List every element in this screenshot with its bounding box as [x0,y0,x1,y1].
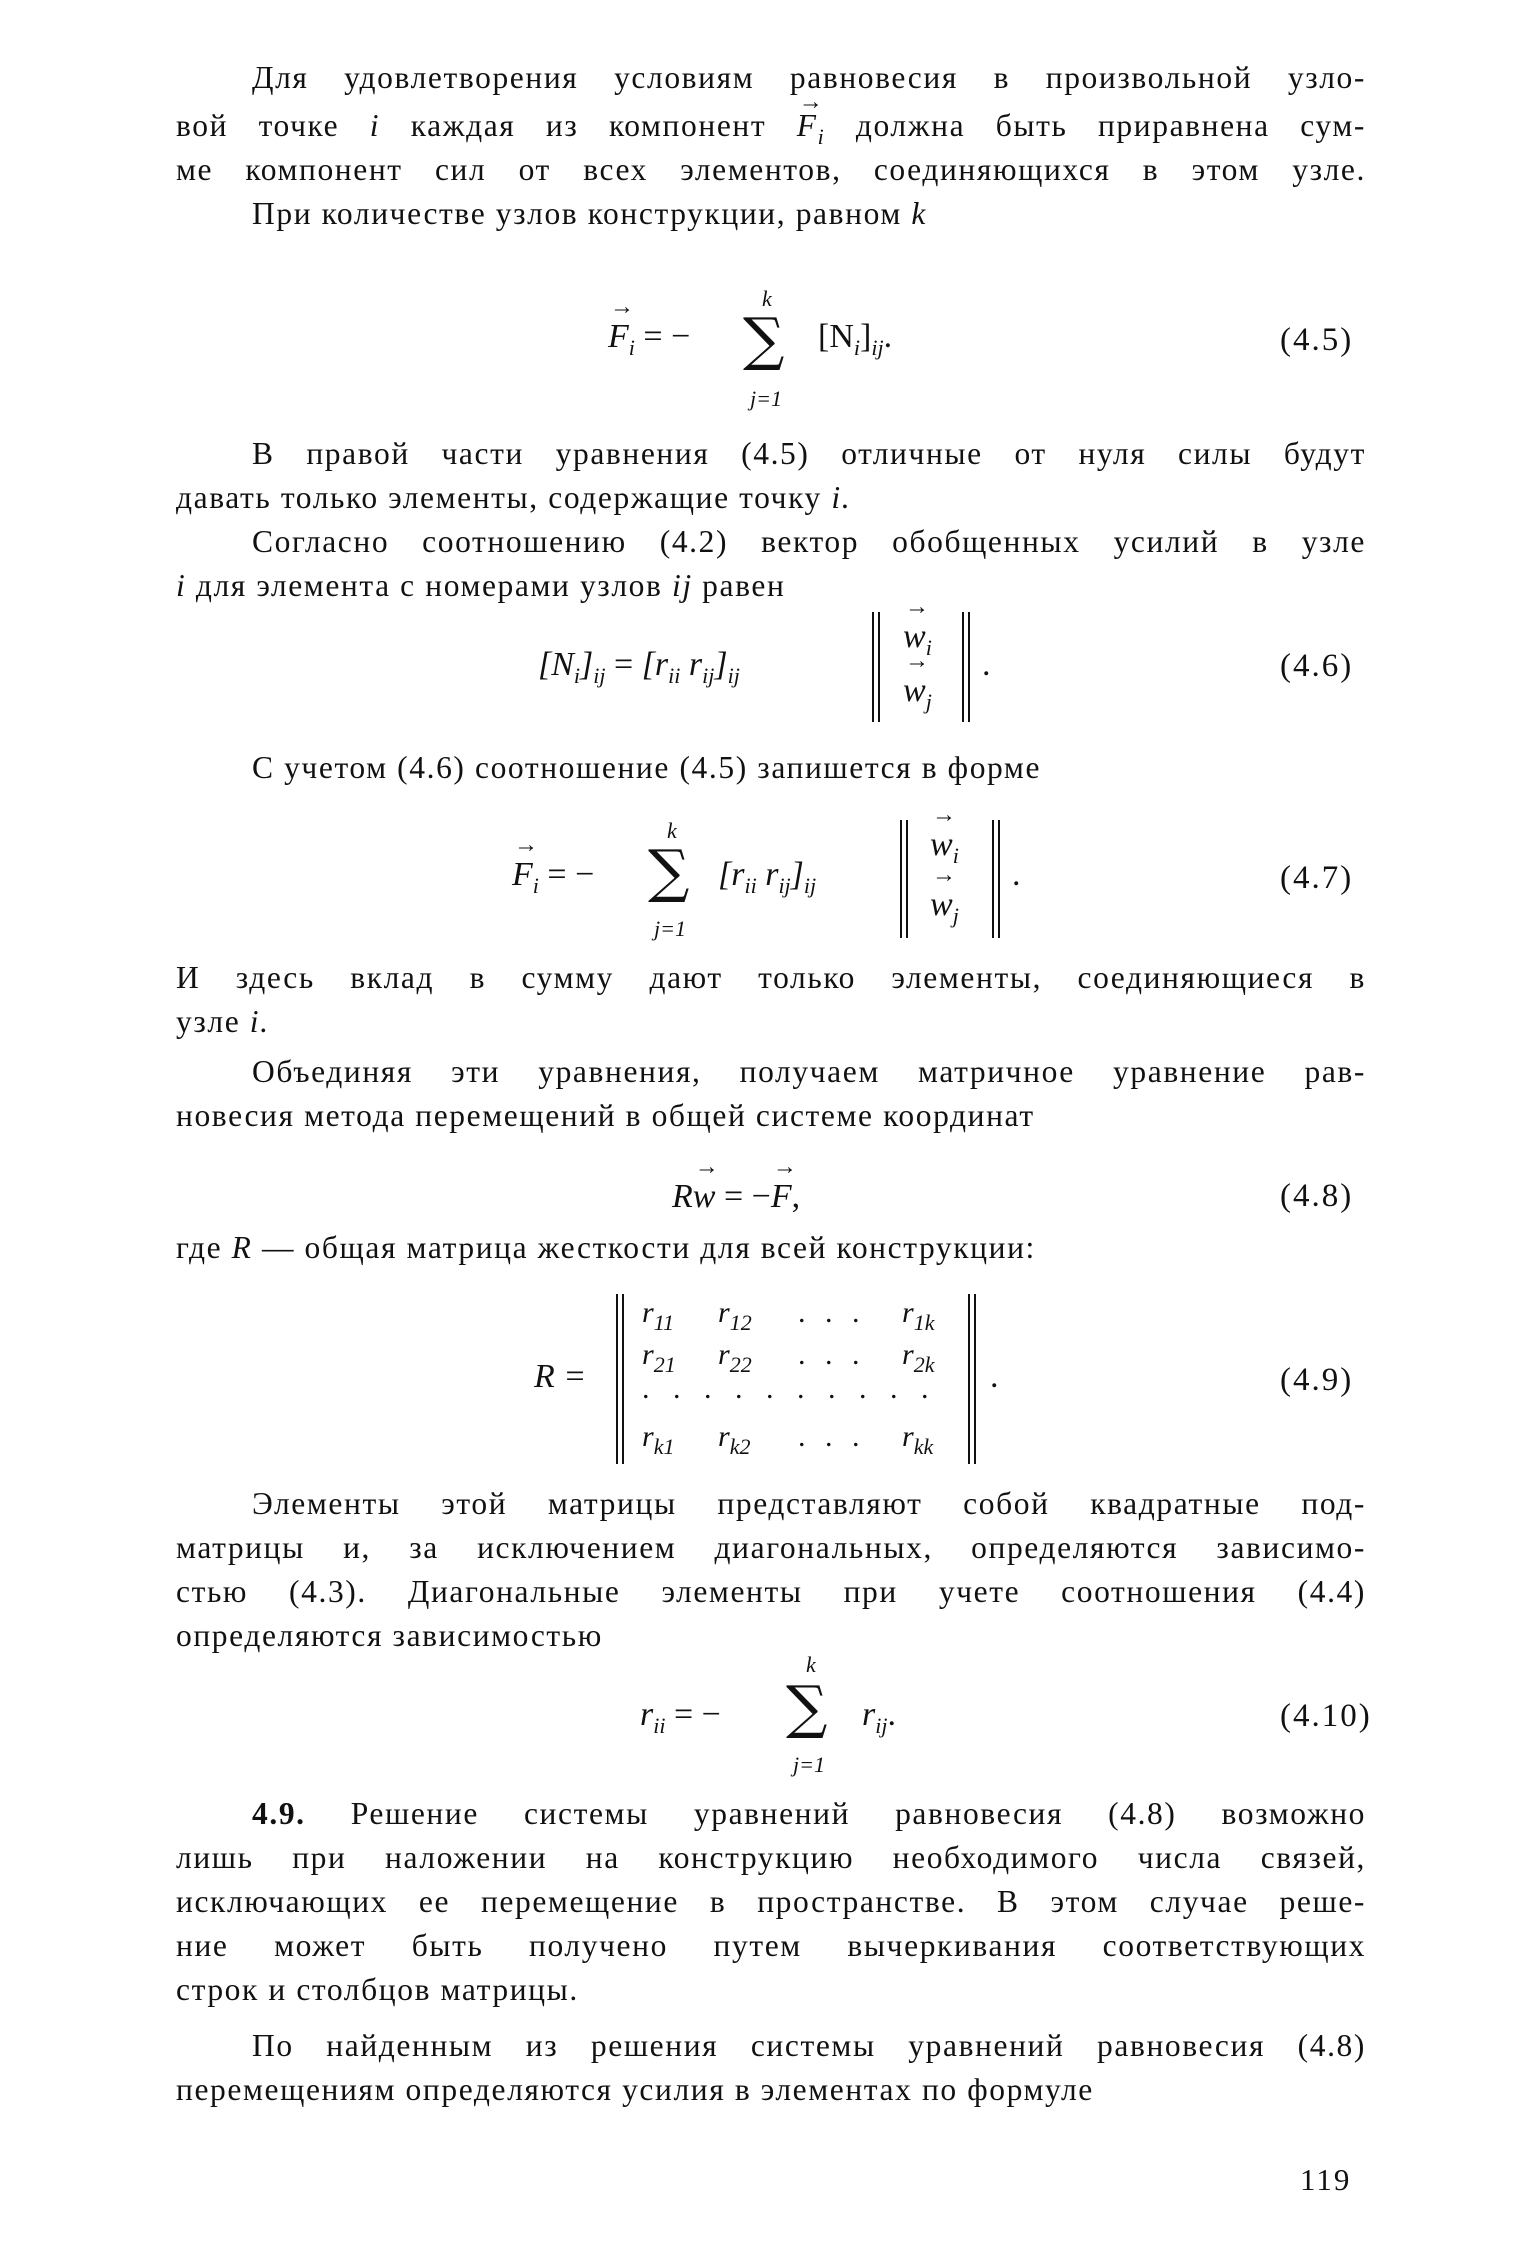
matrix-bar-left [616,1294,624,1464]
sum-symbol: ∑ [648,837,690,905]
matrix-cell: $r_{12}$ [718,1296,752,1335]
text-line: Для удовлетворения условиям равновесия в произвольной узло- [252,60,1366,95]
text-line: стью (4.3). Диагональные элементы при учете соотношения (4.4) [176,1574,1366,1609]
text-line: определяются зависимостью [176,1618,603,1653]
text-line: В правой части уравнения (4.5) отличные от нуля силы будут [252,436,1366,471]
text-line: перемещениям определяются усилия в элементах по формуле [176,2072,1094,2107]
matrix-bar-right [992,820,1000,938]
matrix-bar-left [872,612,880,722]
text-line: ние может быть получено путем вычеркивания соответствующих [176,1928,1366,1963]
matrix-bar-right [968,1294,976,1464]
matrix-cell: $r_{21}$ [642,1338,676,1377]
text-line: давать только элементы, содержащие точку i. [176,480,852,515]
matrix-bar-left [900,820,908,938]
matrix-cell: $r_{k2}$ [718,1420,751,1459]
text-line: строк и столбцов матрицы. [176,1972,579,2007]
matrix-bar-right [962,612,970,722]
matrix-cell: $r_{1k}$ [902,1296,935,1335]
text-line: исключающих ее перемещение в пространстве. В этом случае реше- [176,1884,1366,1919]
text-line: новесия метода перемещений в общей системе координат [176,1098,1035,1133]
text-line: И здесь вклад в сумму дают только элементы, соединяющиеся в [176,960,1366,995]
text-line: матрицы и, за исключением диагональных, определяются зависимо- [176,1530,1366,1565]
text-line: Согласно соотношению (4.2) вектор обобщенных усилий в узле [252,524,1366,559]
matrix-dots: . . . [798,1420,866,1453]
matrix-cell: $r_{k1}$ [642,1420,675,1459]
matrix-cell: $r_{kk}$ [902,1420,934,1459]
text-line: С учетом (4.6) соотношение (4.5) запишется в форме [252,750,1042,785]
matrix-cell: $r_{22}$ [718,1338,752,1377]
matrix-cell: $r_{2k}$ [902,1338,935,1377]
text-line: По найденным из решения системы уравнений равновесия (4.8) [252,2028,1366,2063]
page-number: 119 [1300,2162,1352,2197]
matrix-dots: . . . [798,1296,866,1329]
matrix-dot-row: . . . . . . . . . . [642,1372,937,1405]
text-line: узле i. [176,1004,270,1039]
text-line: Элементы этой матрицы представляют собой квадратные под- [252,1486,1366,1521]
text-line: лишь при наложении на конструкцию необходимого числа связей, [176,1840,1366,1875]
sum-symbol: ∑ [786,1673,828,1741]
text-line: где R — общая матрица жесткости для всей конструкции: [176,1230,1036,1265]
text-line: вой точке i каждая из компонент → $F_i$ должна быть приравнена сум- [176,104,1366,159]
matrix-dots: . . . [798,1338,866,1371]
text-line: i для элемента с номерами узлов ij равен [176,568,786,603]
book-page: Для удовлетворения условиям равновесия в произвольной узло- вой точке i каждая из компонент → $F_i$ должна быть приравнена сум- ме компонент сил от всех элементов, соединяющихся в этом узле. При количестве узлов конструкции, равном k → $F_i$ = − k ∑ j=1 $[N_i]_{ij}$. (4.5) В правой части уравнения (4.5) отличные от нуля силы будут давать только элементы, содержащие точку i. Согласно соотношению (4.2) вектор обобщенных усилий в узле i для элемента с номерами узлов ij равен $[N_i]_{ij} = [r_{ii}$ $r_{ij}]_{ij}$ → $w_i$ → $w_j$ . (4.6) С учетом (4.6) соотношение (4.5) запишется в форме → $F_i$ = − k ∑ j=1 [$r_{ii}$ $r_{ij}]_{ij}$ → $w_i$ → $w_j$ . (4.7) И здесь вклад в сумму дают только элементы, соединяющиеся в узле i. Объединяя эти уравнения, получаем матричное уравнение рав- новесия метода перемещений в общей системе координат R→ w = −→ F, (4.8) где R — общая матрица жесткости для всей конструкции: R = $r_{11}$ $r_{12}$ . . . $r_{1k}$ $r_{21}$ $r_{22}$ . . . $r_{2k}$ . . . . . . . . . . $r_{k1}$ $r_{k2}$ . . . $r_{kk}$ . (4.9) Элементы этой матрицы представляют собой квадратные под- матрицы и, за исключением диагональных, определяются зависимо- стью (4.3). Диагональные элементы при учете соотношения (4.4) определяются зависимостью $r_{ii}$ = − k ∑ j=1 $r_{ij}$. (4.10) 4.9. Решение системы уравнений равновесия (4.8) возможно лишь при наложении на конструкцию необходимого числа связей, исключающих ее перемещение в пространстве. В этом случае реше- ние может быть получено путем вычеркивания соответствующих строк и столбцов матрицы. По найденным из решения системы уравнений равновесия (4.8) перемещениям определяются усилия в элементах по формуле 119 [0,0,1535,2243]
sum-symbol: ∑ [743,305,785,373]
text-line: Объединяя эти уравнения, получаем матричное уравнение рав- [252,1054,1366,1089]
text-line: При количестве узлов конструкции, равном k [252,196,927,231]
text-line: 4.9. Решение системы уравнений равновесия (4.8) возможно [252,1796,1366,1831]
text-line: ме компонент сил от всех элементов, соединяющихся в этом узле. [176,152,1366,187]
matrix-cell: $r_{11}$ [642,1296,675,1335]
